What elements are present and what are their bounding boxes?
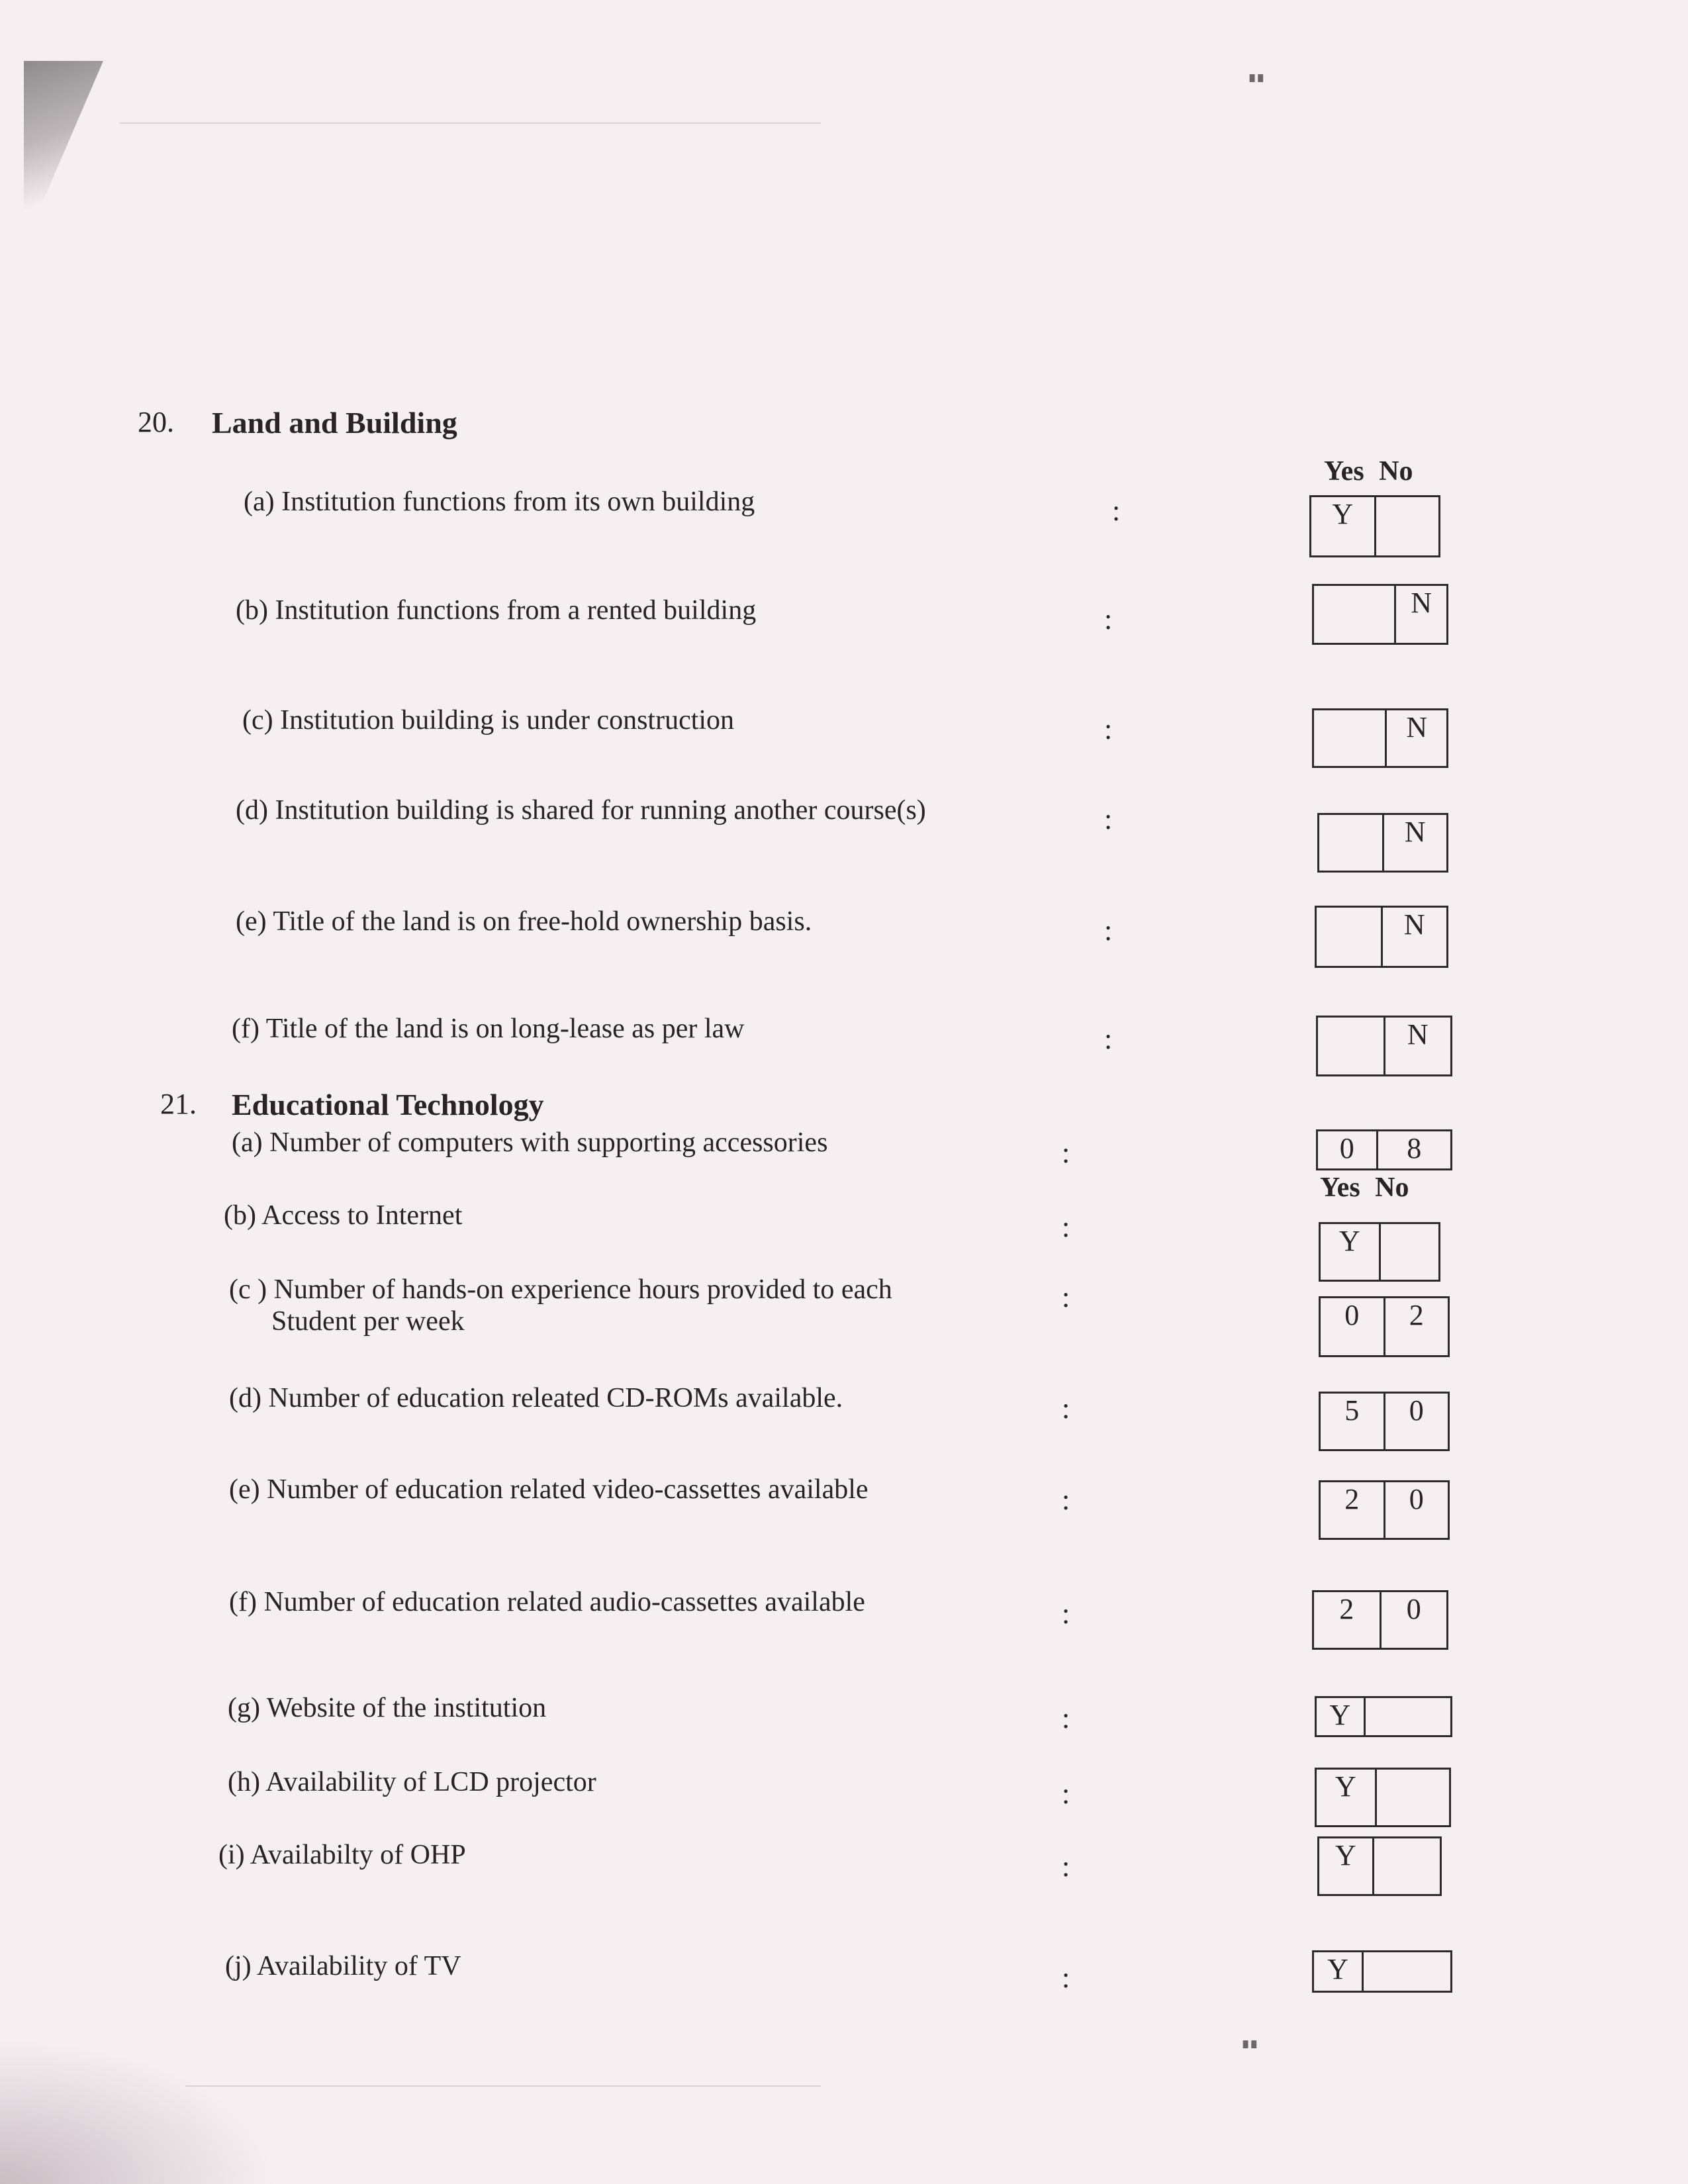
item-20b-colon: : [1104, 603, 1113, 636]
yes-cell: Y [1327, 1953, 1348, 1985]
item-20f-colon: : [1104, 1023, 1113, 1055]
scan-shadow-corner [24, 61, 103, 220]
scan-line-top [119, 122, 821, 124]
item-20b-label: (b) Institution functions from a rented building [236, 595, 757, 626]
item-21e-answer-box [1319, 1480, 1450, 1540]
item-20c-answer-box [1312, 708, 1448, 768]
item-21i-label: (i) Availabilty of OHP [218, 1840, 466, 1870]
item-21c-answer-box [1319, 1296, 1450, 1357]
item-21e-colon: : [1062, 1484, 1070, 1516]
digit-cell: 2 [1344, 1483, 1360, 1515]
item-21d-answer-box [1319, 1392, 1450, 1451]
digit-cell: 8 [1376, 1131, 1450, 1168]
digit-cell: 5 [1344, 1394, 1360, 1427]
section-21-yes-no-header: Yes No [1320, 1172, 1409, 1203]
no-cell: N [1383, 1018, 1451, 1074]
item-21c-label-line2: Student per week [271, 1306, 465, 1337]
item-21h-label: (h) Availability of LCD projector [228, 1767, 596, 1797]
item-20d-label: (d) Institution building is shared for running another course(s) [236, 795, 926, 826]
item-21b-colon: : [1062, 1211, 1070, 1243]
item-21g-label: (g) Website of the institution [228, 1693, 547, 1723]
item-21b-answer-box [1319, 1222, 1440, 1282]
yes-cell: Y [1338, 1225, 1360, 1257]
no-cell: N [1385, 710, 1446, 766]
item-21a-label: (a) Number of computers with supporting accessories [232, 1127, 828, 1158]
scan-shadow-bottom [0, 2038, 278, 2184]
item-21d-label: (d) Number of education releated CD-ROMs available. [229, 1383, 843, 1413]
item-21i-answer-box [1317, 1836, 1442, 1896]
item-21h-colon: : [1062, 1778, 1070, 1810]
item-21g-answer-box [1315, 1696, 1452, 1737]
yes-cell [1318, 1018, 1383, 1074]
digit-cell: 0 [1383, 1394, 1448, 1449]
item-21g-colon: : [1062, 1702, 1070, 1734]
item-21e-label: (e) Number of education related video-cassettes available [229, 1474, 868, 1505]
item-21j-label: (j) Availability of TV [225, 1951, 461, 1981]
item-20e-label: (e) Title of the land is on free-hold ownership basis. [236, 906, 812, 937]
digit-cell: 0 [1344, 1299, 1360, 1331]
section-20-title: Land and Building [212, 406, 457, 440]
item-21j-colon: : [1062, 1962, 1070, 1994]
yes-cell [1317, 908, 1381, 966]
item-20f-label: (f) Title of the land is on long-lease as per law [232, 1014, 745, 1044]
item-21c-label-line1: (c ) Number of hands-on experience hours provided to each [229, 1274, 892, 1305]
scan-line-bottom [185, 2085, 821, 2087]
item-20d-colon: : [1104, 803, 1113, 835]
item-20b-answer-box [1312, 584, 1448, 645]
yes-cell: Y [1335, 1839, 1356, 1872]
item-20a-label: (a) Institution functions from its own building [244, 487, 755, 517]
section-21-number: 21. [160, 1088, 197, 1120]
no-cell: N [1381, 908, 1447, 966]
section-21-title: Educational Technology [232, 1088, 544, 1121]
yes-cell: Y [1329, 1699, 1351, 1731]
digit-cell: 0 [1339, 1132, 1354, 1164]
no-cell [1374, 497, 1439, 555]
no-cell [1364, 1698, 1450, 1735]
digit-cell: 2 [1383, 1298, 1448, 1355]
item-20a-answer-box [1309, 495, 1440, 557]
item-20f-answer-box [1316, 1016, 1452, 1076]
no-cell [1362, 1952, 1450, 1991]
yes-cell [1314, 586, 1394, 643]
item-21i-colon: : [1062, 1850, 1070, 1883]
item-21d-colon: : [1062, 1392, 1070, 1425]
scan-speck-bottom: ▗ ▖ [1238, 2034, 1262, 2048]
item-21b-label: (b) Access to Internet [224, 1200, 463, 1231]
item-20c-colon: : [1104, 713, 1113, 745]
no-cell [1379, 1224, 1439, 1280]
item-20a-colon: : [1112, 495, 1121, 527]
no-cell [1372, 1838, 1440, 1894]
section-20-yes-no-header: Yes No [1324, 456, 1413, 487]
item-21j-answer-box [1312, 1950, 1452, 1993]
item-21c-label [229, 1274, 892, 1337]
item-20c-label: (c) Institution building is under construction [242, 705, 735, 736]
section-20-number: 20. [138, 406, 174, 438]
no-cell [1375, 1770, 1449, 1825]
yes-cell [1314, 710, 1385, 766]
digit-cell: 0 [1380, 1592, 1447, 1648]
item-21f-colon: : [1062, 1597, 1070, 1630]
item-21a-colon: : [1062, 1137, 1070, 1169]
digit-cell: 2 [1339, 1593, 1354, 1625]
item-21h-answer-box [1315, 1768, 1451, 1827]
yes-cell: Y [1335, 1770, 1356, 1803]
yes-cell [1319, 815, 1382, 871]
item-21c-colon: : [1062, 1281, 1070, 1313]
item-20d-answer-box [1317, 813, 1448, 873]
item-20e-answer-box [1315, 906, 1448, 968]
item-21a-answer-box [1316, 1129, 1452, 1170]
yes-cell: Y [1332, 498, 1354, 530]
no-cell: N [1382, 815, 1447, 871]
no-cell: N [1394, 586, 1446, 643]
item-20e-colon: : [1104, 914, 1113, 947]
item-21f-answer-box [1312, 1590, 1448, 1650]
item-21f-label: (f) Number of education related audio-cassettes available [229, 1587, 865, 1617]
scan-speck-top: ▗ ▖ [1244, 68, 1268, 82]
digit-cell: 0 [1383, 1482, 1448, 1538]
